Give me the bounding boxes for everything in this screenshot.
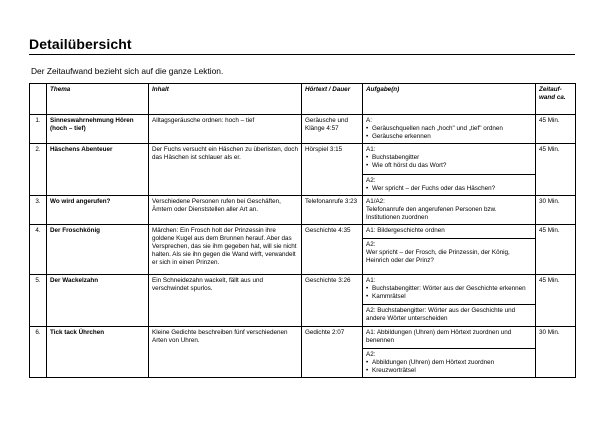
row-hoertext: Geräusche und Klänge 4:57 xyxy=(302,115,363,144)
aufgabe-head: A2: xyxy=(366,350,376,358)
row-aufgaben xyxy=(363,275,536,326)
detail-table xyxy=(29,83,576,378)
table-row xyxy=(30,144,576,195)
header-inhalt: Inhalt xyxy=(149,84,302,115)
aufgabe-head: A1: xyxy=(366,277,376,285)
aufgabe-head: A1: Abbildungen (Uhren) dem Hörtext zuordnen und benennen xyxy=(366,328,512,344)
row-zeit: 45 Min. xyxy=(536,275,576,326)
row-hoertext: Telefonanrufe 3:23 xyxy=(302,195,363,224)
aufgabe-block xyxy=(366,117,532,141)
header-num xyxy=(30,84,47,115)
row-thema: Der Froschkönig xyxy=(47,225,149,275)
aufgabe-head: A1/A2: xyxy=(366,197,385,205)
row-zeit: 30 Min. xyxy=(536,326,576,377)
row-aufgaben xyxy=(363,225,536,275)
aufgabe-head: A2: Buchstabengitter: Wörter aus der Geschichte und andere Wörter unterscheiden xyxy=(366,307,516,323)
row-aufgaben xyxy=(363,195,536,224)
row-inhalt: Verschiedene Personen rufen bei Geschäften, Ämtern oder Dienststellen aller Art an. xyxy=(149,195,302,224)
table-row xyxy=(30,275,576,326)
header-zeit: Zeitauf-wand ca. xyxy=(536,84,576,115)
aufgabe-block xyxy=(363,327,535,349)
aufgabe-block xyxy=(363,275,535,305)
aufgabe-block xyxy=(363,225,535,239)
header-hoertext: Hörtext / Dauer xyxy=(302,84,363,115)
row-thema: Häschens Abenteuer xyxy=(47,144,149,195)
aufgabe-text: Wer spricht – der Frosch, die Prinzessin, der König, Heinrich oder der Prinz? xyxy=(366,249,510,265)
aufgabe-bullet: • Geräusche erkennen xyxy=(366,133,532,141)
aufgabe-head: A2: xyxy=(366,241,376,249)
aufgabe-bullet: • Kreuzworträtsel xyxy=(366,367,532,375)
aufgabe-head: A1: Bildergeschichte ordnen xyxy=(366,227,445,235)
aufgabe-bullet: • Abbildungen (Uhren) dem Hörtext zuordnen xyxy=(366,359,532,367)
row-inhalt: Alltagsgeräusche ordnen: hoch – tief xyxy=(149,115,302,144)
row-hoertext: Geschichte 3:26 xyxy=(302,275,363,326)
row-zeit: 45 Min. xyxy=(536,144,576,195)
row-hoertext: Hörspiel 3:15 xyxy=(302,144,363,195)
aufgabe-bullet: • Wie oft hörst du das Wort? xyxy=(366,162,532,170)
row-number: 6. xyxy=(30,326,47,377)
aufgabe-bullet: • Buchstabengitter: Wörter aus der Geschichte erkennen xyxy=(366,285,532,293)
aufgabe-block xyxy=(363,305,535,323)
row-zeit: 30 Min. xyxy=(536,195,576,224)
row-zeit: 45 Min. xyxy=(536,115,576,144)
row-aufgaben xyxy=(363,326,536,377)
row-number: 4. xyxy=(30,225,47,275)
aufgabe-head: A2: xyxy=(366,176,376,184)
row-hoertext: Gedichte 2:07 xyxy=(302,326,363,377)
aufgabe-block xyxy=(366,198,532,222)
aufgabe-block xyxy=(363,175,535,193)
row-aufgaben xyxy=(363,144,536,195)
table-header-row xyxy=(30,84,576,115)
table-row xyxy=(30,115,576,144)
table-row xyxy=(30,195,576,224)
table-row xyxy=(30,326,576,377)
header-aufgaben: Aufgabe(n) xyxy=(363,84,536,115)
row-thema: Sinneswahrnehmung Hören (hoch – tief) xyxy=(47,115,149,144)
aufgabe-block xyxy=(363,239,535,265)
row-thema: Der Wackelzahn xyxy=(47,275,149,326)
aufgabe-head: A1: xyxy=(366,146,376,154)
aufgabe-bullet: • Kammrätsel xyxy=(366,293,532,301)
aufgabe-bullet: • Buchstabengitter xyxy=(366,154,532,162)
page-title: Detailübersicht xyxy=(29,36,132,52)
aufgabe-block xyxy=(363,349,535,375)
row-number: 5. xyxy=(30,275,47,326)
aufgabe-block xyxy=(363,144,535,174)
row-thema: Tick tack Ührchen xyxy=(47,326,149,377)
row-inhalt: Ein Schneidezahn wackelt, fällt aus und verschwindet spurlos. xyxy=(149,275,302,326)
aufgabe-bullet: • Geräuschquellen nach „hoch" und „tief" ordnen xyxy=(366,125,532,133)
row-aufgaben xyxy=(363,115,536,144)
header-thema: Thema xyxy=(47,84,149,115)
aufgabe-head: A: xyxy=(366,117,372,124)
row-thema: Wo wird angerufen? xyxy=(47,195,149,224)
title-divider xyxy=(29,54,575,55)
row-number: 3. xyxy=(30,195,47,224)
row-number: 1. xyxy=(30,115,47,144)
aufgabe-bullet: • Wer spricht – der Fuchs oder das Häschen? xyxy=(366,185,532,193)
row-inhalt: Kleine Gedichte beschreiben fünf verschiedenen Arten von Uhren. xyxy=(149,326,302,377)
intro-text: Der Zeitaufwand bezieht sich auf die ganze Lektion. xyxy=(31,66,224,76)
row-zeit: 45 Min. xyxy=(536,225,576,275)
table-row xyxy=(30,225,576,275)
row-inhalt: Märchen: Ein Frosch holt der Prinzessin ihre goldene Kugel aus dem Brunnen herauf. Aber das Versprechen, das sie ihm gegeben hat, will sie nicht halten. Als sie ihn gegen die Wand wirft, verwandelt er sich in einen Prinzen. xyxy=(149,225,302,275)
row-number: 2. xyxy=(30,144,47,195)
row-inhalt: Der Fuchs versucht ein Häschen zu überlisten, doch das Häschen ist schlauer als er. xyxy=(149,144,302,195)
aufgabe-text: Telefonanrufe den angerufenen Personen bzw. Institutionen zuordnen xyxy=(366,205,497,221)
row-hoertext: Geschichte 4:35 xyxy=(302,225,363,275)
